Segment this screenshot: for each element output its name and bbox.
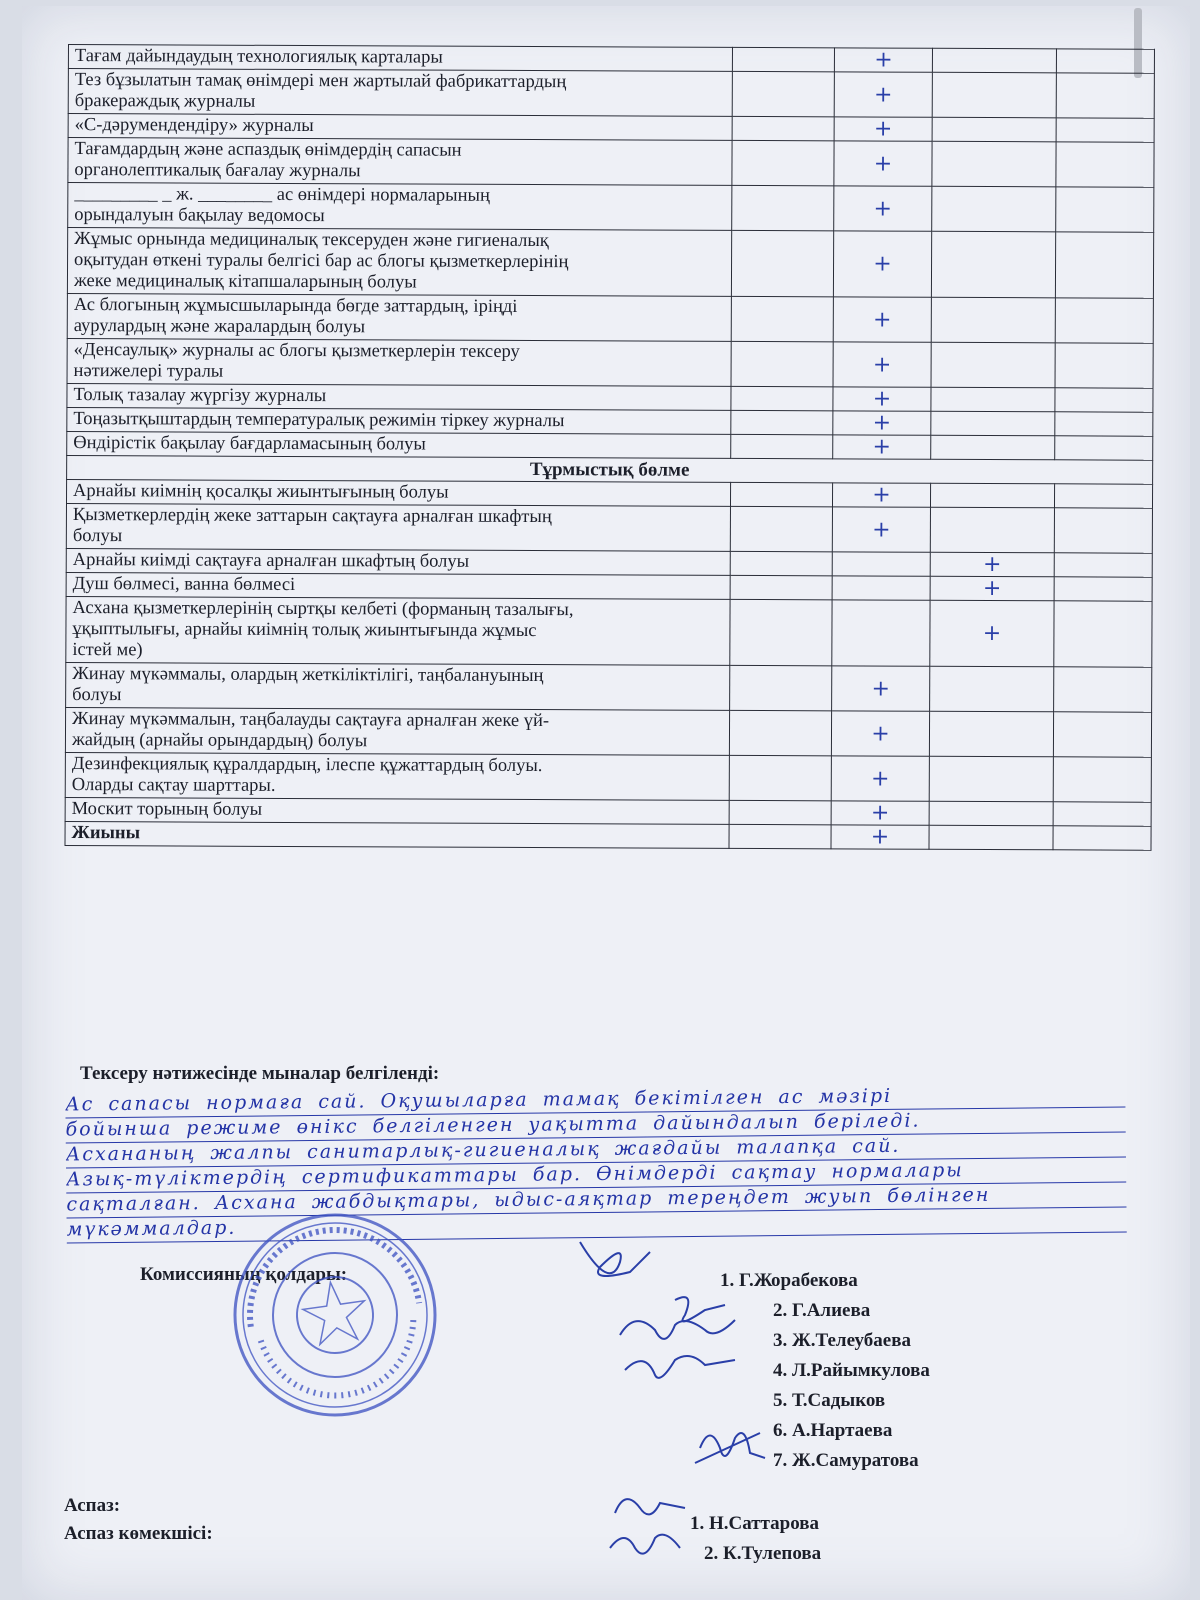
row-check-cell — [1053, 802, 1151, 826]
check-mark: + — [874, 47, 893, 73]
check-mark: + — [873, 116, 893, 142]
row-label-line: Жұмыс орнында медициналық тексеруден және гигиеналық — [74, 229, 549, 252]
row-label-line: _________ _ ж. ________ ас өнімдері нормаларының — [74, 184, 490, 206]
commission-member: 2. Г.Алиева — [773, 1300, 871, 1321]
row-check-cell — [930, 666, 1054, 712]
row-label — [67, 383, 731, 410]
row-check-cell — [931, 231, 1055, 298]
cook-assistant-name: 2. К.Тулепова — [704, 1543, 822, 1564]
row-label-line: Арнайы киімнің қосалқы жиынтығының болуы — [73, 481, 449, 503]
row-label — [68, 138, 732, 186]
table-total-row — [65, 821, 1151, 850]
row-label-line: Жиыны — [71, 823, 141, 844]
row-label — [67, 228, 731, 297]
row-check-cell — [833, 231, 931, 297]
row-label-line: Тез бұзылатын тамақ өнімдері мен жартылай фабрикаттардың — [74, 70, 567, 93]
commission-member: 3. Ж.Телеубаева — [773, 1330, 911, 1351]
row-check-cell — [931, 342, 1055, 388]
row-label — [65, 821, 729, 848]
row-check-cell — [834, 141, 932, 186]
row-check-cell — [729, 710, 831, 755]
commission-member: 6. А.Нартаева — [773, 1420, 893, 1441]
commission-member: 4. Л.Райымкулова — [773, 1360, 930, 1381]
findings-line: сақталған. Асхана жабдықтары, ыдыс-аяқтар тереңдет жуып бөлінген — [66, 1182, 1126, 1218]
row-check-cell — [1053, 757, 1151, 802]
row-label — [67, 293, 731, 341]
row-check-cell — [1055, 298, 1153, 343]
check-mark: + — [873, 196, 893, 222]
row-label-line: Қызметкерлердің жеке заттарын сақтауға арналған шкафтың — [72, 505, 552, 528]
row-label-line: Душ бөлмесі, ванна бөлмесі — [72, 574, 296, 595]
row-label-line: Өндірістік бақылау бағдарламасының болуы — [73, 433, 426, 455]
check-mark: + — [872, 410, 892, 436]
row-check-cell — [1056, 187, 1154, 232]
row-check-cell — [1053, 712, 1151, 757]
row-check-cell — [1054, 553, 1152, 577]
row-check-cell — [731, 410, 833, 434]
row-check-cell — [729, 824, 831, 848]
row-check-cell — [932, 48, 1056, 73]
row-check-cell — [732, 140, 834, 185]
row-check-cell — [832, 507, 930, 552]
findings-line: Ас сапасы нормаға сай. Оқушыларға тамақ бекітілген ас мәзірі — [65, 1082, 1125, 1118]
row-check-cell — [730, 575, 832, 599]
cook-label: Аспаз: — [64, 1495, 121, 1516]
row-label-line: болуы — [72, 685, 122, 706]
row-label-line: Ас блогының жұмысшыларында бөгде заттардың, іріңді — [73, 295, 518, 317]
row-label-line: Толық тазалау жүргізу журналы — [73, 385, 327, 407]
row-check-cell — [731, 386, 833, 410]
row-check-cell — [1056, 49, 1154, 73]
row-label-line: ұқыптылығы, арнайы киімнің толық жиынтығында жұмыс — [72, 619, 537, 642]
row-label-line: органолептикалық бағалау журналы — [74, 160, 361, 182]
table-row — [66, 596, 1152, 667]
row-label — [65, 707, 729, 755]
cook-assistant-label: Аспаз көмекшісі: — [64, 1523, 213, 1544]
check-mark: + — [872, 352, 892, 378]
row-label-line: Асхана қызметкерлерінің сыртқы келбеті (форманың тазалығы, — [72, 598, 574, 621]
check-mark: + — [870, 800, 890, 826]
table-row — [67, 228, 1153, 299]
row-label-line: Дезинфекциялық құралдардың, ілеспе құжаттардың болуы. — [71, 754, 543, 777]
row-check-cell — [929, 801, 1053, 826]
row-check-cell — [831, 825, 929, 849]
row-check-cell — [832, 483, 930, 507]
row-label-line: орындалуын бақылау ведомосы — [74, 205, 325, 227]
row-check-cell — [931, 297, 1055, 343]
commission-signatures-group — [615, 1290, 765, 1410]
row-label-line: Тоңазытқыштардың температуралық режимін тіркеу журналы — [73, 409, 565, 432]
check-mark: + — [872, 517, 891, 543]
row-label — [68, 45, 732, 72]
row-label-line: Тағам дайындаудың технологиялық карталары — [74, 46, 443, 68]
row-check-cell — [731, 341, 833, 386]
row-check-cell — [1055, 436, 1153, 460]
row-check-cell — [1056, 118, 1154, 142]
check-mark: + — [872, 434, 892, 460]
row-label — [68, 114, 732, 141]
row-check-cell — [834, 186, 932, 231]
inspection-checklist-table — [65, 44, 1155, 851]
row-check-cell — [833, 297, 931, 342]
row-check-cell — [833, 435, 931, 459]
row-check-cell — [930, 507, 1054, 553]
findings-line: Асхананың жалпы санитарлық-гигиеналық жағдайы талапқа сай. — [66, 1132, 1126, 1168]
row-label — [68, 183, 732, 231]
commission-signatures-label: Комиссияның қолдары: — [140, 1264, 348, 1285]
table-row — [65, 752, 1151, 802]
row-check-cell — [731, 230, 833, 296]
table-row — [68, 183, 1154, 233]
row-check-cell — [932, 117, 1056, 142]
row-check-cell — [730, 506, 832, 551]
row-check-cell — [1056, 142, 1154, 187]
row-label-line: болуы — [72, 526, 123, 547]
row-check-cell — [931, 411, 1055, 436]
row-check-cell — [731, 296, 833, 341]
row-label — [67, 407, 731, 434]
table-row — [66, 662, 1152, 712]
row-label-line: Жинау мүкәммалын, таңбалауды сақтауға арналған жеке үй- — [72, 709, 550, 732]
row-check-cell — [833, 387, 931, 411]
findings-line: мүкәммалдар. — [67, 1207, 1127, 1243]
check-mark: + — [982, 551, 1002, 578]
row-label — [66, 479, 730, 506]
row-check-cell — [931, 435, 1055, 460]
row-check-cell — [833, 411, 931, 435]
row-label-line: Тағамдардың және аспаздық өнімдердің сапасын — [74, 139, 462, 161]
check-mark: + — [873, 151, 893, 177]
row-check-cell — [1055, 343, 1153, 388]
row-check-cell — [730, 599, 832, 665]
row-check-cell — [731, 434, 833, 458]
row-check-cell — [833, 342, 931, 387]
row-check-cell — [834, 48, 932, 72]
commission-member: 7. Ж.Самуратова — [773, 1450, 919, 1471]
row-check-cell — [1054, 508, 1152, 553]
row-check-cell — [929, 825, 1053, 850]
row-check-cell — [930, 576, 1054, 601]
commission-signature-1 — [570, 1232, 660, 1292]
check-mark: + — [873, 251, 892, 277]
row-check-cell — [1054, 667, 1152, 712]
row-label — [67, 431, 731, 458]
row-label-line: Арнайы киімді сақтауға арналған шкафтың болуы — [72, 550, 470, 572]
row-check-cell — [1054, 577, 1152, 601]
row-check-cell — [832, 576, 930, 600]
row-check-cell — [730, 665, 832, 710]
row-check-cell — [931, 387, 1055, 412]
row-label-line: Жинау мүкәммалы, олардың жеткіліктілігі, таңбалануының — [72, 664, 544, 687]
row-label-line: Москит торының болуы — [71, 799, 263, 820]
row-check-cell — [1056, 73, 1154, 118]
row-check-cell — [930, 600, 1054, 667]
check-mark: + — [982, 575, 1002, 602]
row-check-cell — [1053, 826, 1151, 850]
row-label — [66, 503, 730, 551]
row-check-cell — [929, 711, 1053, 757]
row-check-cell — [932, 186, 1056, 232]
check-mark: + — [982, 620, 1002, 647]
findings-title: Тексеру нәтижесінде мыналар белгіленді: — [80, 1063, 440, 1084]
row-label-line: бракераждық журналы — [74, 91, 256, 112]
section-title-text: Тұрмыстық бөлме — [529, 459, 690, 481]
row-label-line: істей ме) — [72, 640, 143, 661]
row-label — [68, 69, 732, 117]
table-row — [68, 138, 1154, 188]
table-row — [66, 503, 1152, 553]
row-check-cell — [1055, 232, 1153, 298]
row-check-cell — [834, 117, 932, 141]
row-label-line: «С-дәрумендендіру» журналы — [74, 115, 314, 137]
check-mark: + — [871, 766, 890, 792]
row-check-cell — [831, 801, 929, 825]
row-check-cell — [1054, 601, 1152, 667]
row-check-cell — [832, 552, 930, 576]
row-check-cell — [930, 552, 1054, 577]
check-mark: + — [874, 82, 893, 108]
check-mark: + — [871, 721, 890, 747]
row-check-cell — [929, 756, 1053, 802]
row-label-line: жайдың (арнайы орындардың) болуы — [71, 730, 368, 752]
row-label-line: аурулардың және жаралардың болуы — [73, 316, 366, 338]
row-check-cell — [932, 72, 1056, 118]
row-check-cell — [1055, 412, 1153, 436]
row-check-cell — [732, 47, 834, 71]
row-check-cell — [834, 72, 932, 117]
table-row — [65, 707, 1151, 757]
handwritten-findings — [65, 1082, 1127, 1243]
row-check-cell — [730, 482, 832, 506]
row-check-cell — [729, 800, 831, 824]
row-check-cell — [831, 756, 929, 801]
row-check-cell — [732, 116, 834, 140]
row-label-line: Оларды сақтау шарттары. — [71, 775, 276, 796]
check-mark: + — [872, 482, 891, 508]
school-seal-stamp — [216, 1196, 453, 1433]
check-mark: + — [870, 824, 890, 850]
commission-member: 5. Т.Садыков — [773, 1390, 886, 1411]
row-label — [66, 662, 730, 710]
row-label — [65, 797, 729, 824]
row-label — [67, 338, 731, 386]
row-check-cell — [730, 551, 832, 575]
row-check-cell — [732, 185, 834, 230]
cook-signatures — [600, 1488, 700, 1568]
findings-line: Азық-түліктердің сертификаттары бар. Өнімдерді сақтау нормалары — [66, 1157, 1126, 1193]
row-label — [66, 572, 730, 599]
check-mark: + — [871, 676, 890, 702]
row-check-cell — [832, 666, 930, 711]
commission-signature-6 — [690, 1418, 770, 1478]
row-label-line: «Денсаулық» журналы ас блогы қызметкерлерін тексеру — [73, 340, 520, 362]
check-mark: + — [872, 386, 892, 412]
row-check-cell — [732, 71, 834, 116]
row-check-cell — [1055, 388, 1153, 412]
row-check-cell — [832, 600, 930, 666]
table-row — [68, 69, 1154, 119]
row-label-line: оқытудан өткені туралы белгісі бар ас блогы қызметкерлерінің — [74, 250, 569, 273]
cook-name: 1. Н.Саттарова — [690, 1513, 820, 1534]
row-label — [65, 752, 729, 800]
row-label — [66, 548, 730, 575]
row-label-line: нәтижелері туралы — [73, 361, 224, 382]
table-row — [67, 293, 1153, 343]
row-check-cell — [831, 711, 929, 756]
check-mark: + — [873, 307, 892, 333]
commission-member: 1. Г.Жорабекова — [720, 1270, 858, 1291]
table-row — [67, 338, 1153, 388]
row-check-cell — [729, 755, 831, 800]
row-check-cell — [930, 483, 1054, 508]
row-label — [66, 596, 730, 665]
findings-line: бойынша режиме өнікс белгіленген уақытта дайындалып беріледі. — [66, 1107, 1126, 1143]
row-label-line: жеке медициналық кітапшаларының болуы — [73, 271, 417, 293]
row-check-cell — [932, 141, 1056, 187]
row-check-cell — [1054, 484, 1152, 508]
